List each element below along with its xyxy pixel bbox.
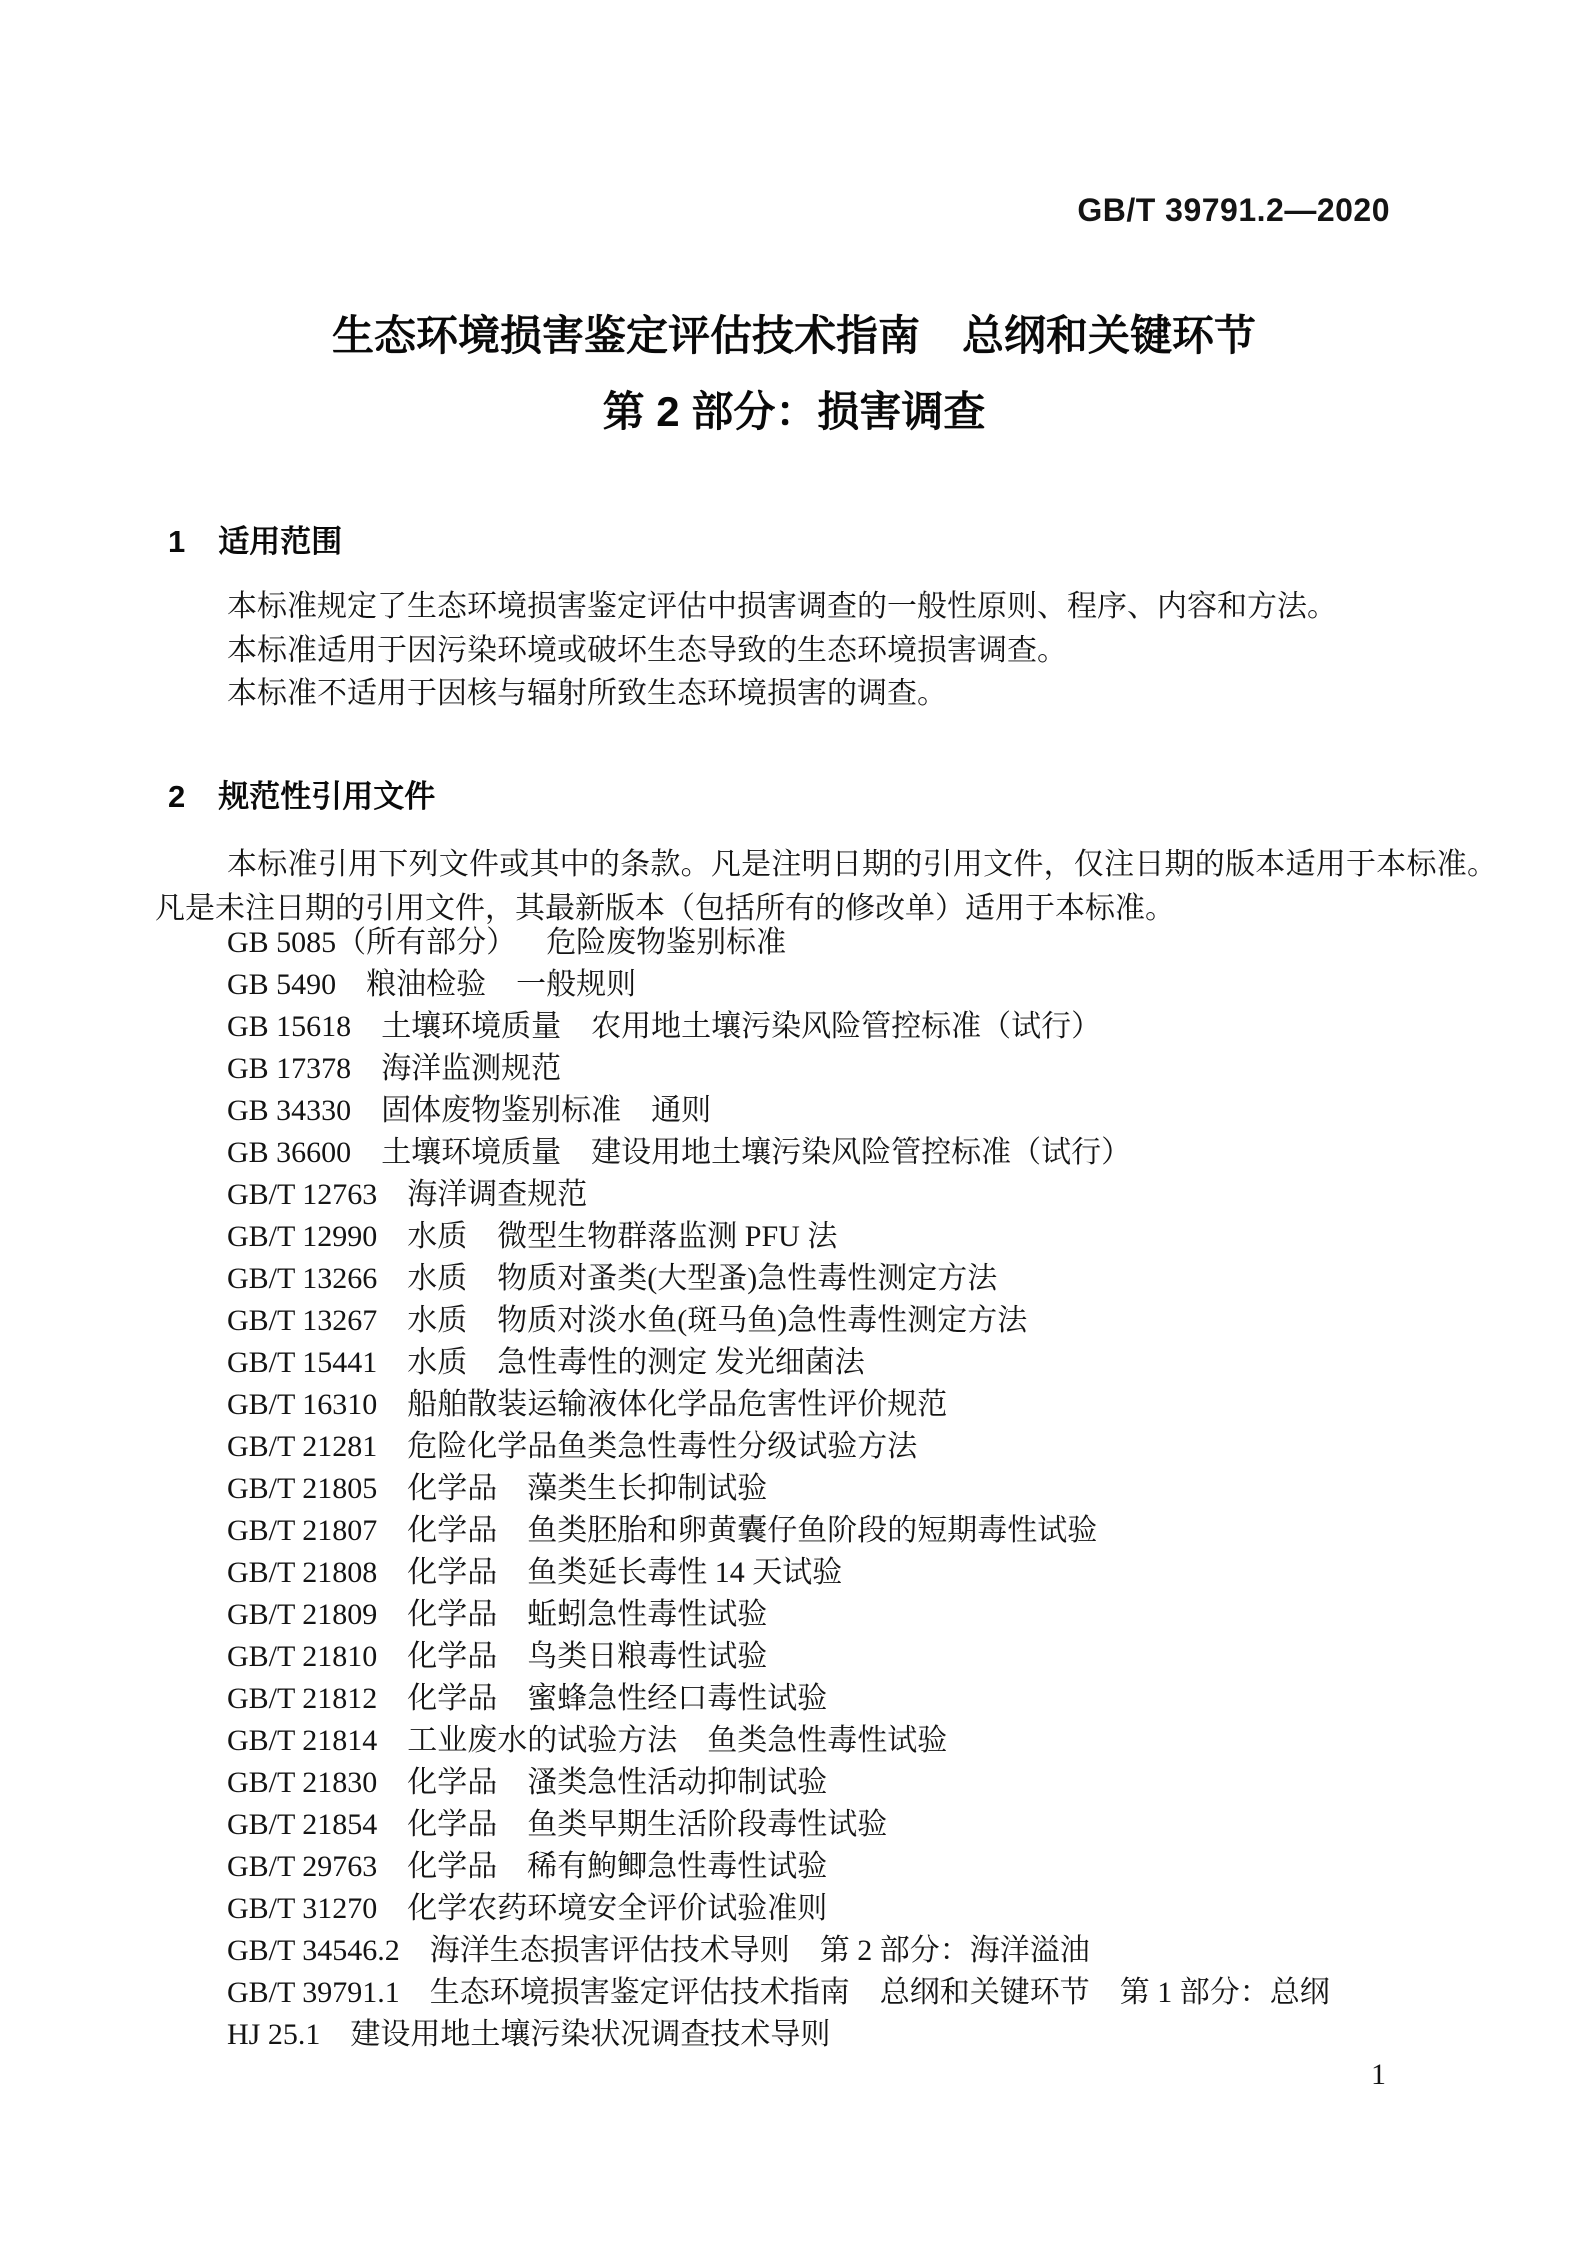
reference-code: GB 36600 [227, 1136, 352, 1169]
reference-title: 海洋监测规范 [381, 1052, 562, 1085]
reference-item [227, 1216, 1537, 1258]
reference-code: GB/T 39791.1 [227, 1976, 400, 2009]
reference-title: 水质 急性毒性的测定 发光细菌法 [407, 1346, 865, 1379]
reference-item [227, 1426, 1537, 1468]
reference-code: GB/T 21810 [227, 1640, 378, 1673]
reference-title: 粮油检验 一般规则 [366, 968, 637, 1001]
reference-code: GB 5085（所有部分） [227, 926, 517, 959]
reference-item [227, 1006, 1537, 1048]
reference-code: GB/T 16310 [227, 1388, 378, 1421]
section-2-number: 2 [168, 779, 186, 814]
reference-title: 工业废水的试验方法 鱼类急性毒性试验 [407, 1724, 948, 1757]
reference-item [227, 2014, 1537, 2056]
reference-title: 化学品 蚯蚓急性毒性试验 [407, 1598, 768, 1631]
reference-code: GB/T 29763 [227, 1850, 378, 1883]
reference-item [227, 1720, 1537, 1762]
standard-number-header: GB/T 39791.2—2020 [1077, 192, 1390, 228]
section-1-heading-text: 适用范围 [218, 524, 343, 559]
reference-title: 土壤环境质量 建设用地土壤污染风险管控标准（试行） [381, 1136, 1132, 1169]
reference-item [227, 1804, 1537, 1846]
section-2-heading [168, 771, 435, 816]
reference-code: GB 15618 [227, 1010, 352, 1043]
document-title-line-1: 生态环境损害鉴定评估技术指南 总纲和关键环节 [331, 312, 1256, 359]
section-2-heading-text: 规范性引用文件 [218, 779, 436, 814]
section-1-paragraph: 本标准适用于因污染环境或破坏生态导致的生态环境损害调查。 [227, 633, 1067, 667]
reference-code: GB/T 21805 [227, 1472, 378, 1505]
reference-code: GB/T 15441 [227, 1346, 378, 1379]
reference-code: GB/T 21814 [227, 1724, 378, 1757]
reference-title: 危险废物鉴别标准 [546, 926, 787, 959]
reference-title: 建设用地土壤污染状况调查技术导则 [350, 2018, 831, 2051]
reference-title: 生态环境损害鉴定评估技术指南 总纲和关键环节 第 1 部分：总纲 [429, 1976, 1330, 2009]
reference-title: 化学品 鱼类胚胎和卵黄囊仔鱼阶段的短期毒性试验 [407, 1514, 1098, 1547]
section-1-heading [168, 516, 342, 561]
reference-title: 水质 物质对蚤类(大型蚤)急性毒性测定方法 [407, 1262, 998, 1295]
reference-item [227, 1888, 1537, 1930]
reference-item [227, 1048, 1537, 1090]
reference-code: HJ 25.1 [227, 2018, 321, 2051]
reference-code: GB/T 13267 [227, 1304, 378, 1337]
reference-code: GB/T 21830 [227, 1766, 378, 1799]
reference-title: 化学品 蜜蜂急性经口毒性试验 [407, 1682, 828, 1715]
reference-title: 化学品 稀有鮈鲫急性毒性试验 [407, 1850, 828, 1883]
reference-item [227, 1132, 1537, 1174]
reference-item [227, 1636, 1537, 1678]
reference-title: 化学品 鸟类日粮毒性试验 [407, 1640, 768, 1673]
section-1-paragraph: 本标准规定了生态环境损害鉴定评估中损害调查的一般性原则、程序、内容和方法。 [227, 590, 1337, 623]
reference-title: 固体废物鉴别标准 通则 [381, 1094, 712, 1127]
reference-item [227, 964, 1537, 1006]
document-title [0, 298, 1588, 450]
reference-item [227, 1258, 1537, 1300]
reference-code: GB/T 21808 [227, 1556, 378, 1589]
reference-item [227, 1930, 1537, 1972]
reference-item [227, 1972, 1537, 2014]
reference-code: GB/T 12763 [227, 1178, 378, 1211]
reference-code: GB/T 13266 [227, 1262, 378, 1295]
reference-title: 危险化学品鱼类急性毒性分级试验方法 [407, 1430, 918, 1463]
section-2-paragraph: 本标准引用下列文件或其中的条款。凡是注明日期的引用文件，仅注日期的版本适用于本标准。凡是未注日期的引用文件，其最新版本（包括所有的修改单）适用于本标准。 [155, 848, 1497, 925]
reference-title: 船舶散装运输液体化学品危害性评价规范 [407, 1388, 948, 1421]
reference-item [227, 1846, 1537, 1888]
reference-item [227, 1678, 1537, 1720]
reference-code: GB/T 34546.2 [227, 1934, 400, 1967]
section-1-paragraph: 本标准不适用于因核与辐射所致生态环境损害的调查。 [227, 677, 947, 710]
reference-title: 土壤环境质量 农用地土壤污染风险管控标准（试行） [381, 1010, 1102, 1043]
reference-item [227, 1594, 1537, 1636]
reference-title: 海洋调查规范 [407, 1178, 588, 1211]
reference-item [227, 1174, 1537, 1216]
page-number: 1 [1371, 2058, 1386, 2091]
reference-code: GB/T 31270 [227, 1892, 378, 1925]
reference-item [227, 1510, 1537, 1552]
reference-code: GB/T 21807 [227, 1514, 378, 1547]
reference-code: GB/T 21281 [227, 1430, 378, 1463]
document-title-line-2: 第 2 部分：损害调查 [602, 388, 986, 435]
reference-code: GB 34330 [227, 1094, 352, 1127]
reference-title: 化学品 鱼类延长毒性 14 天试验 [407, 1556, 843, 1589]
reference-title: 水质 微型生物群落监测 PFU 法 [407, 1220, 838, 1253]
references-list [227, 922, 1537, 2056]
reference-item [227, 1468, 1537, 1510]
section-1-number: 1 [168, 524, 186, 559]
reference-title: 海洋生态损害评估技术导则 第 2 部分：海洋溢油 [429, 1934, 1090, 1967]
reference-title: 化学农药环境安全评价试验准则 [407, 1892, 828, 1925]
reference-code: GB 5490 [227, 968, 337, 1001]
reference-title: 化学品 溞类急性活动抑制试验 [407, 1766, 828, 1799]
reference-item [227, 1300, 1537, 1342]
reference-item [227, 1552, 1537, 1594]
reference-code: GB/T 21809 [227, 1598, 378, 1631]
section-2-body [155, 843, 1497, 930]
reference-item [227, 922, 1537, 964]
reference-code: GB/T 12990 [227, 1220, 378, 1253]
reference-title: 化学品 藻类生长抑制试验 [407, 1472, 768, 1505]
reference-code: GB/T 21854 [227, 1808, 378, 1841]
reference-code: GB 17378 [227, 1052, 352, 1085]
reference-item [227, 1342, 1537, 1384]
reference-item [227, 1762, 1537, 1804]
reference-item [227, 1384, 1537, 1426]
reference-title: 水质 物质对淡水鱼(斑马鱼)急性毒性测定方法 [407, 1304, 1028, 1337]
reference-title: 化学品 鱼类早期生活阶段毒性试验 [407, 1808, 888, 1841]
reference-item [227, 1090, 1537, 1132]
reference-code: GB/T 21812 [227, 1682, 378, 1715]
section-1-body [155, 585, 1497, 716]
